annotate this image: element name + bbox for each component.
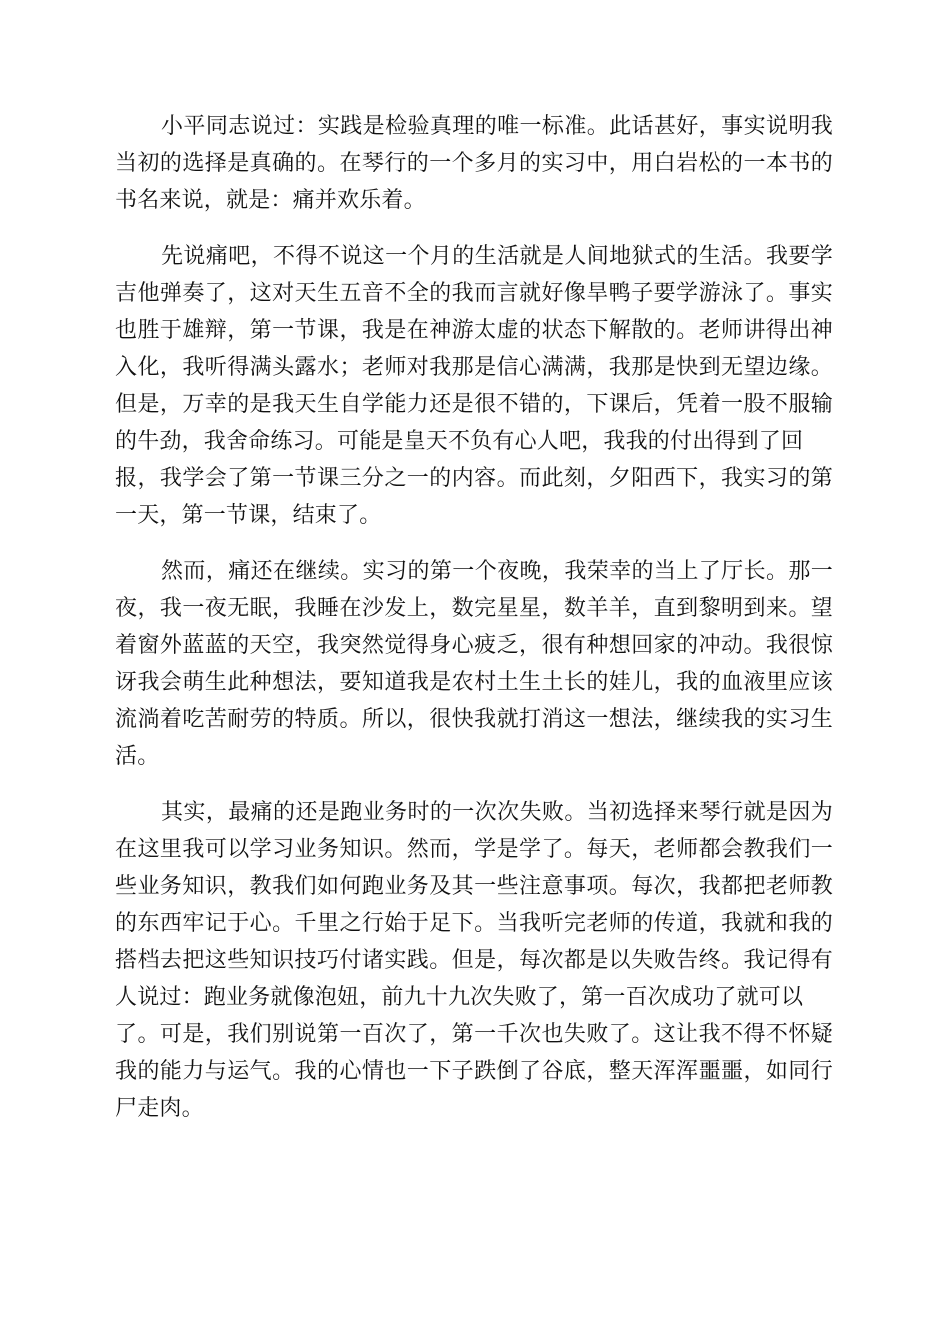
text-line: 的牛劲，我舍命练习。可能是皇天不负有心人吧，我我的付出得到了回: [115, 429, 804, 454]
paragraph-3: [115, 553, 833, 775]
text-line: 但是，万幸的是我天生自学能力还是很不错的，下课后，凭着一股不服输: [115, 392, 833, 417]
text-line: 在这里我可以学习业务知识。然而，学是学了。每天，老师都会教我们一: [115, 837, 833, 862]
text-line: 人说过：跑业务就像泡妞，前九十九次失败了，第一百次成功了就可以: [115, 985, 804, 1010]
text-line: 些业务知识，教我们如何跑业务及其一些注意事项。每次，我都把老师教: [115, 874, 833, 899]
paragraph-2: [115, 238, 833, 534]
text-line: 吉他弹奏了，这对天生五音不全的我而言就好像旱鸭子要学游泳了。事实: [115, 281, 833, 306]
paragraph-4: [115, 794, 833, 1127]
text-line: 其实，最痛的还是跑业务时的一次次失败。当初选择来琴行就是因为: [161, 800, 833, 825]
text-line: 流淌着吃苦耐劳的特质。所以，很快我就打消这一想法，继续我的实习生: [115, 707, 833, 732]
text-line: 活。: [115, 744, 160, 769]
text-line: 的东西牢记于心。千里之行始于足下。当我听完老师的传道，我就和我的: [115, 911, 833, 936]
text-line: 书名来说，就是：痛并欢乐着。: [115, 188, 426, 213]
text-line: 我的能力与运气。我的心情也一下子跌倒了谷底，整天浑浑噩噩，如同行: [115, 1059, 833, 1084]
text-line: 先说痛吧，不得不说这一个月的生活就是人间地狱式的生活。我要学: [161, 244, 833, 269]
text-line: 一天，第一节课，结束了。: [115, 503, 382, 528]
text-line: 也胜于雄辩，第一节课，我是在神游太虚的状态下解散的。老师讲得出神: [115, 318, 833, 343]
text-line: 报，我学会了第一节课三分之一的内容。而此刻，夕阳西下，我实习的第: [115, 466, 833, 491]
text-line: 然而，痛还在继续。实习的第一个夜晚，我荣幸的当上了厅长。那一: [161, 559, 833, 584]
paragraph-1: [115, 108, 833, 219]
text-line: 着窗外蓝蓝的天空，我突然觉得身心疲乏，很有种想回家的冲动。我很惊: [115, 633, 833, 658]
document-page: [115, 108, 833, 1146]
text-line: 入化，我听得满头露水；老师对我那是信心满满，我那是快到无望边缘。: [115, 355, 833, 380]
text-line: 搭档去把这些知识技巧付诸实践。但是，每次都是以失败告终。我记得有: [115, 948, 833, 973]
text-line: 讶我会萌生此种想法，要知道我是农村土生土长的娃儿，我的血液里应该: [115, 670, 833, 695]
text-line: 当初的选择是真确的。在琴行的一个多月的实习中，用白岩松的一本书的: [115, 151, 833, 176]
text-line: 尸走肉。: [115, 1096, 204, 1121]
text-line: 小平同志说过：实践是检验真理的唯一标准。此话甚好，事实说明我: [161, 114, 833, 139]
text-line: 夜，我一夜无眠，我睡在沙发上，数完星星，数羊羊，直到黎明到来。望: [115, 596, 833, 621]
text-line: 了。可是，我们别说第一百次了，第一千次也失败了。这让我不得不怀疑: [115, 1022, 833, 1047]
